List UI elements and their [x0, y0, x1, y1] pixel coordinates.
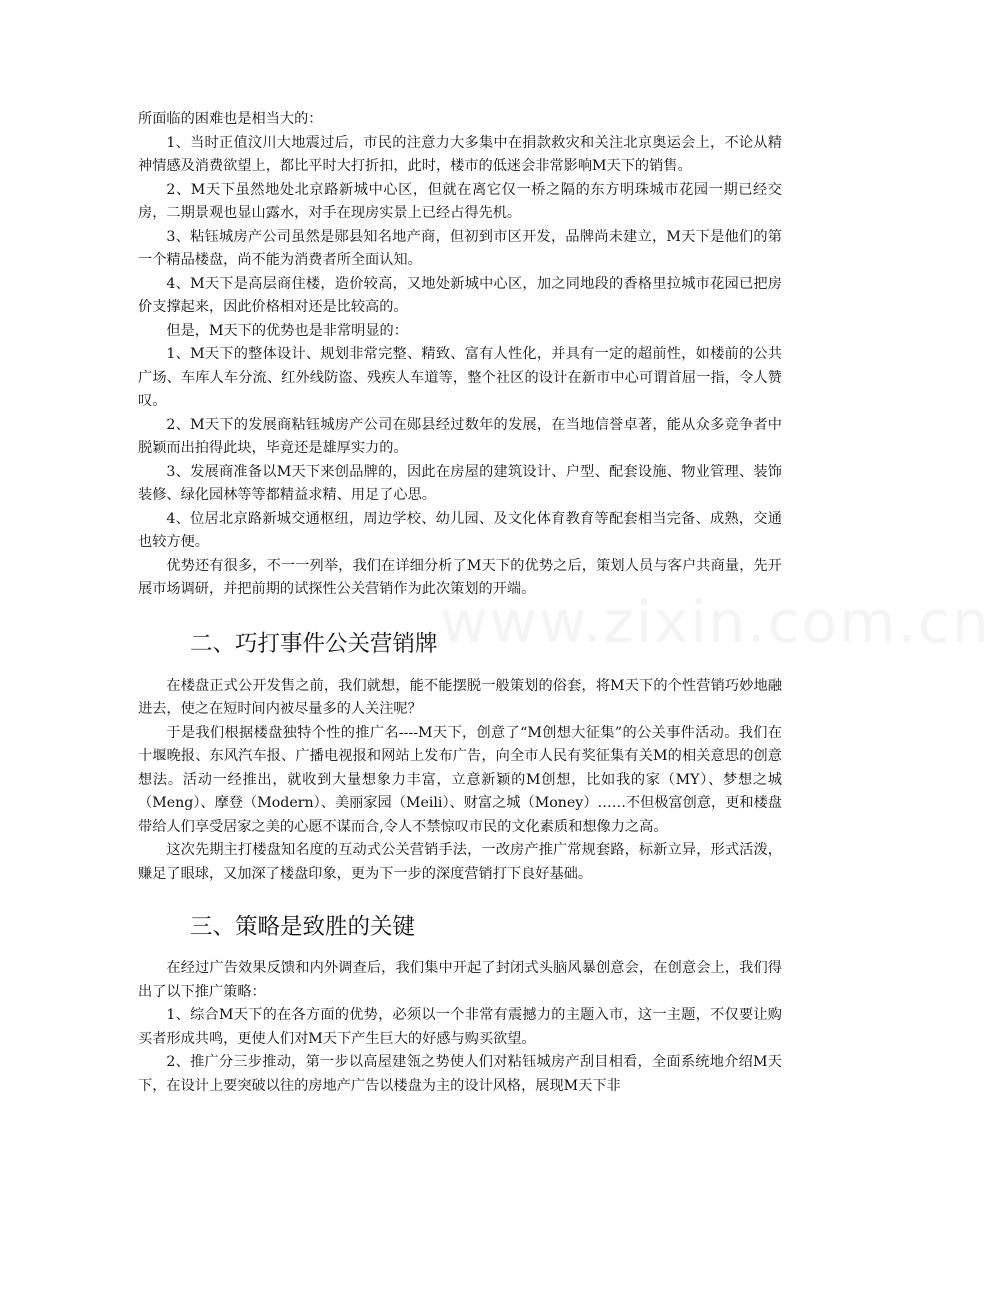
- advantage-intro: 但是，M天下的优势也是非常明显的：: [166, 322, 408, 339]
- difficulty-3: 3、粘钰城房产公司虽然是郧县知名地产商，但初到市区开发，品牌尚未建立，M天下是他们的第一个精品楼盘，尚不能为消费者所全面认知。: [138, 228, 782, 268]
- difficulty-1: 1、当时正值汶川大地震过后，市民的注意力大多集中在捐款救灾和关注北京奥运会上，不论从精神情感及消费欲望上，都比平时大打折扣，此时，楼市的低迷会非常影响M天下的销售。: [138, 134, 782, 174]
- advantage-summary: 优势还有很多，不一一列举，我们在详细分析了M天下的优势之后，策划人员与客户共商量，先开展市场调研，并把前期的试探性公关营销作为此次策划的开端。: [138, 557, 782, 597]
- advantage-2: 2、M天下的发展商粘钰城房产公司在郧县经过数年的发展，在当地信誉卓著，能从众多竞争者中脱颖而出拍得此块，毕竟还是雄厚实力的。: [138, 416, 782, 456]
- advantage-3: 3、发展商准备以M天下来创品牌的，因此在房屋的建筑设计、户型、配套设施、物业管理、装饰装修、绿化园林等等都精益求精、用足了心思。: [138, 463, 782, 503]
- section3-paragraph-2: 1、综合M天下的在各方面的优势，必须以一个非常有震撼力的主题入市，这一主题，不仅要让购买者形成共鸣，更使人们对M天下产生巨大的好感与购买欲望。: [138, 1007, 782, 1047]
- watermark: www.zixin.com.cn: [440, 588, 991, 656]
- difficulty-2: 2、M天下虽然地处北京路新城中心区，但就在离它仅一桥之隔的东方明珠城市花园一期已经交房，二期景观也显山露水，对手在现房实景上已经占得先机。: [138, 181, 782, 221]
- section3-paragraph-1: 在经过广告效果反馈和内外调查后，我们集中开起了封闭式头脑风暴创意会，在创意会上，我们得出了以下推广策略：: [138, 960, 782, 1000]
- advantage-1: 1、M天下的整体设计、规划非常完整、精致、富有人性化，并具有一定的超前性，如楼前的公共广场、车库人车分流、红外线防盗、残疾人车道等，整个社区的设计在新市中心可谓首屈一指，令人赞叹。: [138, 346, 782, 409]
- advantage-4: 4、位居北京路新城交通枢纽，周边学校、幼儿园、及文化体育教育等配套相当完备、成熟，交通也较方便。: [138, 510, 782, 550]
- section-heading-3: 三、策略是致胜的关键: [190, 914, 416, 940]
- section3-paragraph-3: 2、推广分三步推动，第一步以高屋建瓴之势使人们对粘钰城房产刮目相看，全面系统地介绍M天下，在设计上要突破以往的房地产广告以楼盘为主的设计风格，展现M天下非: [138, 1054, 782, 1094]
- section2-paragraph-1: 在楼盘正式公开发售之前，我们就想，能不能摆脱一般策划的俗套，将M天下的个性营销巧妙地融进去，使之在短时间内被尽量多的人关注呢？: [138, 677, 782, 717]
- document-page: [138, 108, 782, 1098]
- difficulty-4: 4、M天下是高层商住楼，造价较高，又地处新城中心区，加之同地段的香格里拉城市花园已把房价支撑起来，因此价格相对还是比较高的。: [138, 275, 782, 315]
- intro-line: 所面临的困难也是相当大的：: [138, 111, 323, 127]
- section2-paragraph-3: 这次先期主打楼盘知名度的互动式公关营销手法，一改房产推广常规套路，标新立异，形式活泼，赚足了眼球，又加深了楼盘印象，更为下一步的深度营销打下良好基础。: [138, 842, 782, 882]
- section-heading-2: 二、巧打事件公关营销牌: [190, 630, 438, 657]
- section2-paragraph-2: 于是我们根据楼盘独特个性的推广名----M天下，创意了“M创想大征集”的公关事件活动。我们在十堰晚报、东风汽车报、广播电视报和网站上发布广告，向全市人民有奖征集有关M的相关意思的创意想法。活动一经推出，就收到大量想象力丰富，立意新颖的M创想，比如我的家（MY）、梦想之城（Meng）、摩登（Modern）、美丽家园（Meili）、财富之城（Money）……不但极富创意，更和楼盘带给人们享受居家之美的心愿不谋而合,令人不禁惊叹市民的文化素质和想像力之高。: [138, 724, 782, 835]
